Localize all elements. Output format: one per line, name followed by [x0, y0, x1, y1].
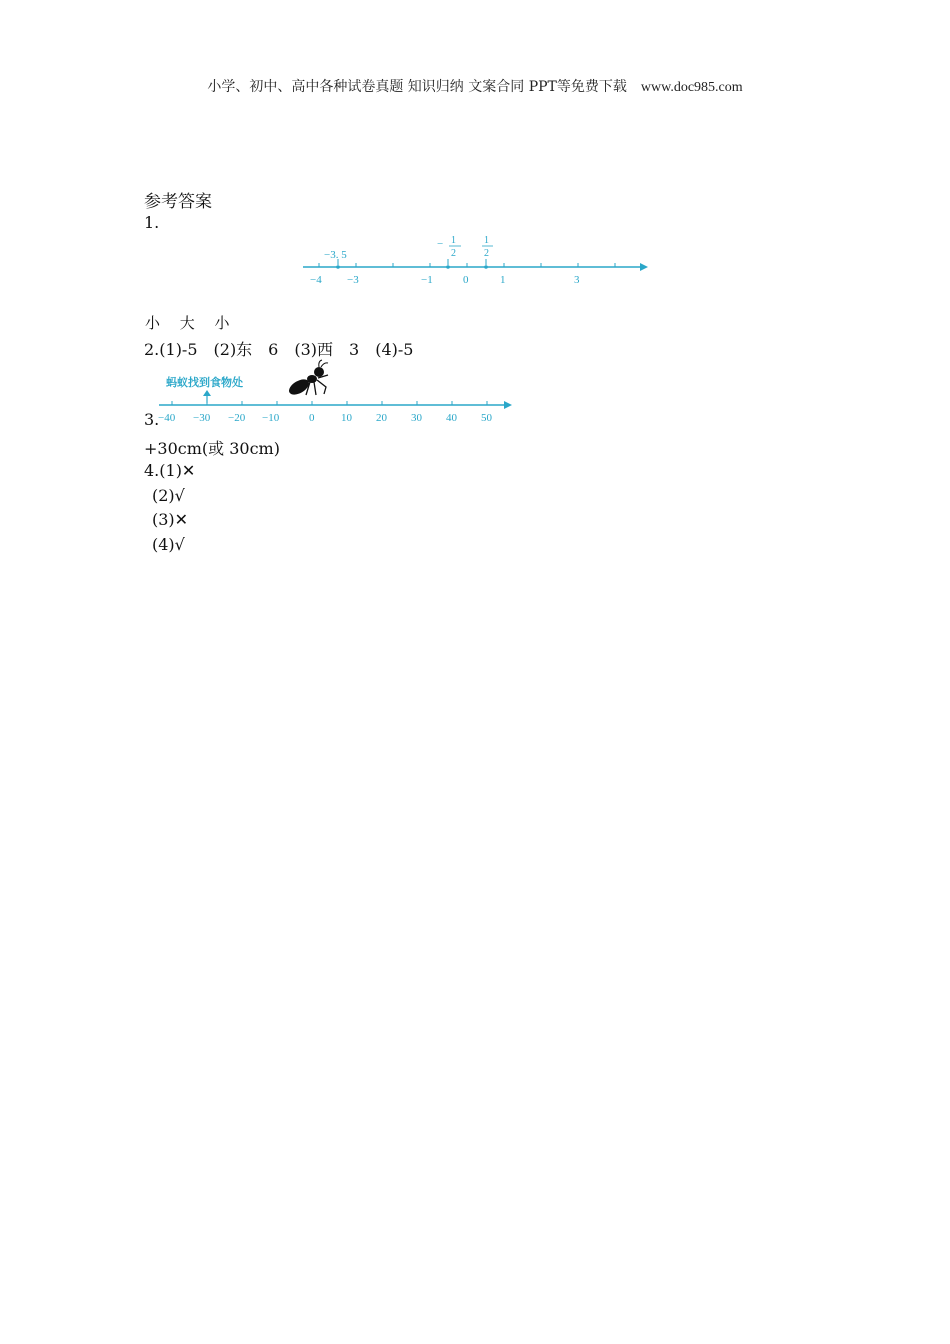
q1-label-half-num-1: 1	[451, 235, 456, 246]
q1-tick-minus-1: −1	[421, 274, 433, 286]
q4-item-1: 4.(1)✕	[144, 461, 196, 480]
q3-tick-minus-30: −30	[193, 412, 211, 424]
q3-tick-40: 40	[446, 412, 457, 424]
q3-tick-50: 50	[481, 412, 492, 424]
q3-tick-10: 10	[341, 412, 352, 424]
q1-number: 1.	[144, 213, 160, 232]
q1-tick-1: 1	[500, 274, 506, 286]
q3-number: 3.	[144, 410, 160, 429]
q1-tick-0: 0	[463, 274, 469, 286]
q1-answer: 小 大 小	[145, 314, 230, 332]
q3-tick-minus-40: −40	[158, 412, 176, 424]
page-title: 参考答案	[144, 192, 212, 212]
q1-arrow	[640, 263, 648, 271]
q4-item-4: (4)√	[152, 535, 185, 554]
q1-label-half-num-2: 1	[484, 235, 489, 246]
q4-item-2: (2)√	[152, 486, 185, 505]
q1-label-half-den-1: 2	[451, 248, 456, 259]
page-header	[0, 76, 950, 96]
q1-label-half-den-2: 2	[484, 248, 489, 259]
q1-point-half	[484, 265, 488, 269]
q3-number-line	[156, 363, 516, 427]
q3-food-label: 蚂蚁找到食物处	[166, 376, 243, 389]
q3-tick-minus-20: −20	[228, 412, 246, 424]
q3-answer: +30cm(或 30cm)	[144, 439, 280, 458]
q3-tick-minus-10: −10	[262, 412, 280, 424]
q1-label-minus-3-5: −3. 5	[324, 249, 347, 261]
q4-item-3: (3)✕	[152, 510, 189, 529]
q1-tick-minus-4: −4	[310, 274, 322, 286]
ant-icon	[286, 360, 328, 398]
q3-up-arrow-icon	[203, 390, 211, 396]
q1-label-minus-sign: −	[437, 238, 444, 250]
q3-tick-30: 30	[411, 412, 422, 424]
q1-point-minus-half	[446, 265, 450, 269]
header-site: www.doc985.com	[640, 80, 743, 95]
q1-number-line	[300, 232, 650, 292]
q3-tick-20: 20	[376, 412, 387, 424]
q1-tick-3: 3	[574, 274, 580, 286]
q1-tick-minus-3: −3	[347, 274, 359, 286]
q2-answer: 2.(1)-5 (2)东 6 (3)西 3 (4)-5	[144, 340, 414, 359]
q3-tick-0: 0	[309, 412, 315, 424]
q1-point-minus-3-5	[336, 265, 340, 269]
q3-arrow	[504, 401, 512, 409]
header-text: 小学、初中、高中各种试卷真题 知识归纳 文案合同 PPT等免费下载	[207, 79, 627, 95]
